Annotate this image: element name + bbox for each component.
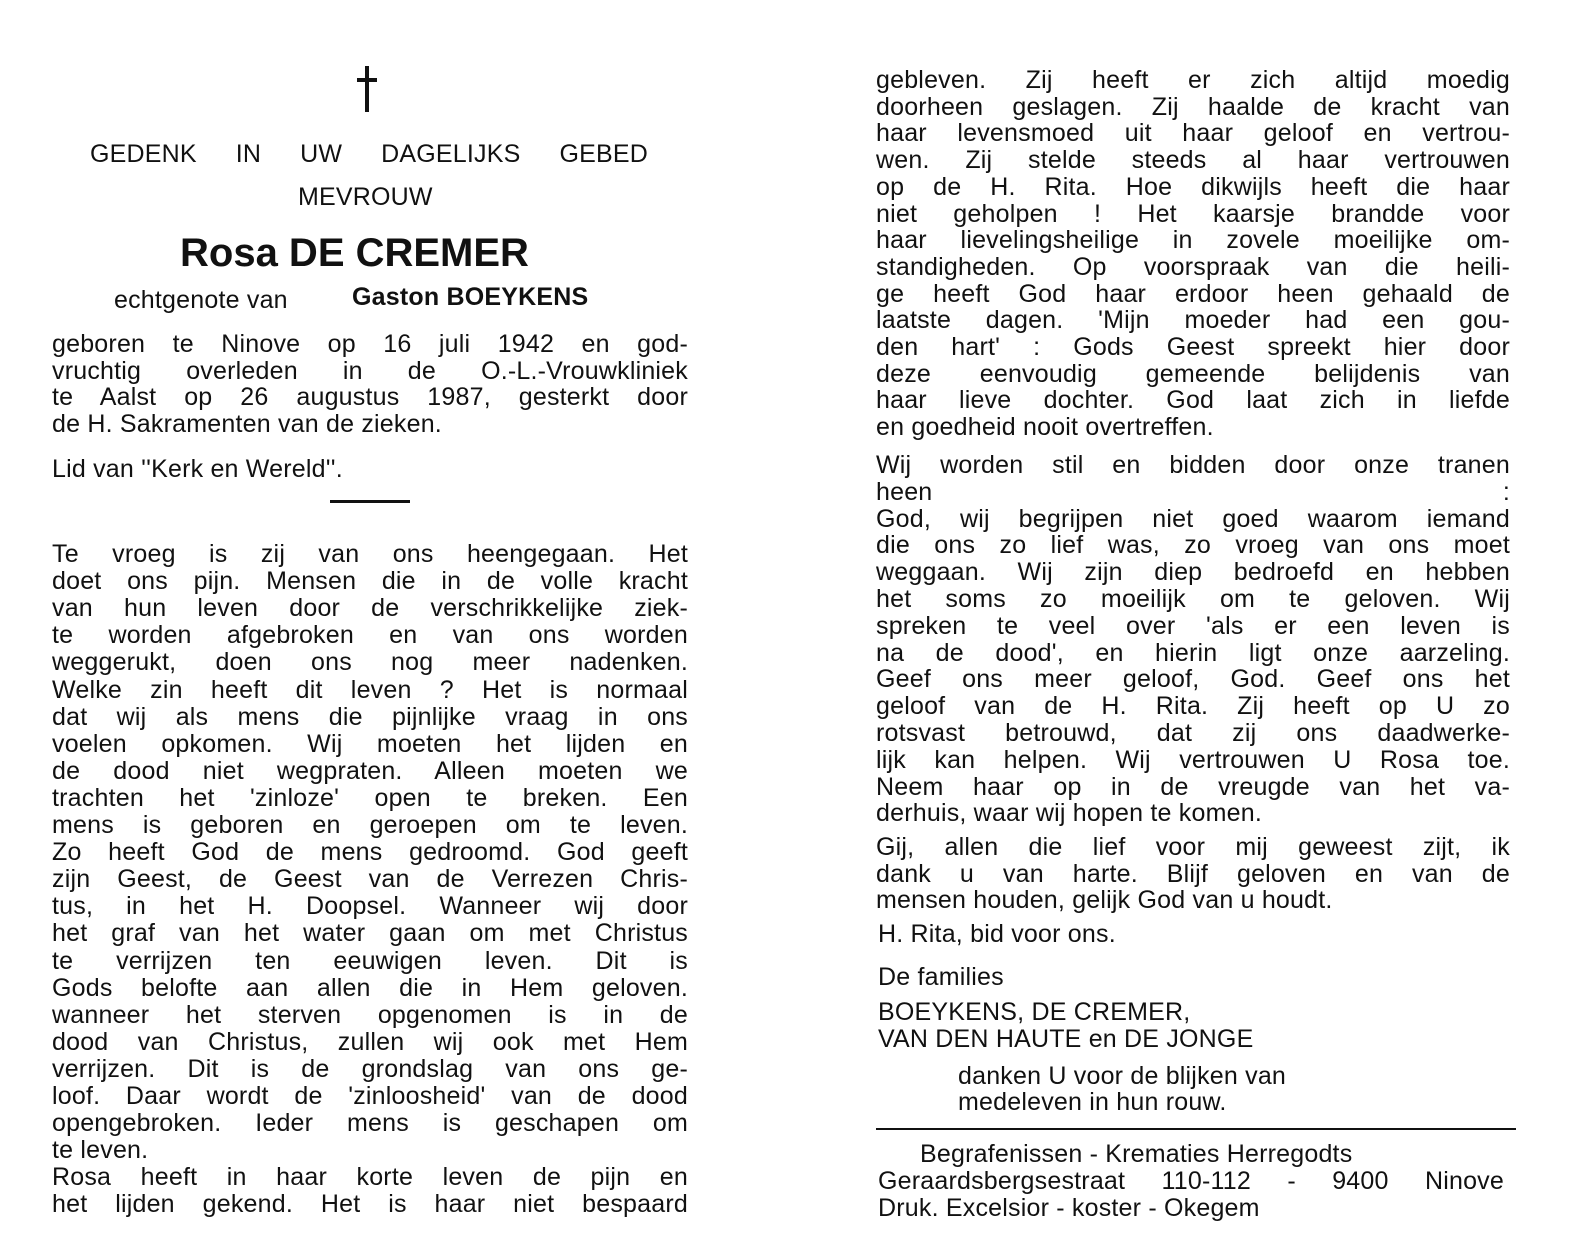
prayer-line: derhuis, waar wij hopen te komen.	[876, 799, 1262, 828]
prayer-line: Geef ons meer geloof, God. Geef ons het	[876, 665, 1510, 694]
text-line: deze eenvoudig gemeende belijdenis van	[876, 359, 1510, 388]
bio-line: te Aalst op 26 augustus 1987, gesterkt door	[52, 383, 688, 411]
membership-line: Lid van ''Kerk en Wereld''.	[52, 455, 343, 483]
text-line: dat wij als mens die pijnlijke vraag in ons	[52, 702, 688, 731]
text-line: dood van Christus, zullen wij ook met Hem	[52, 1027, 688, 1056]
text-line: het graf van het water gaan om met Christus	[52, 919, 688, 948]
prayer-line: geloof van de H. Rita. Zij heeft op U zo	[876, 692, 1510, 721]
bio-line: vruchtig overleden in de O.-L.-Vrouwkliniek	[52, 356, 688, 385]
family-line: VAN DEN HAUTE en DE JONGE	[878, 1025, 1254, 1053]
prayer-line: lijk kan helpen. Wij vertrouwen U Rosa toe.	[876, 745, 1510, 774]
prayer-line: Wij worden stil en bidden door onze tranen	[876, 451, 1510, 479]
text-line: Rosa heeft in haar korte leven de pijn en	[52, 1163, 688, 1191]
text-line: wen. Zij stelde steeds al haar vertrouwen	[876, 146, 1510, 175]
footer-line: Druk. Excelsior - koster - Okegem	[878, 1194, 1260, 1222]
prayer-line: spreken te veel over 'als er een leven is	[876, 611, 1510, 640]
prayer-line: Neem haar op in de vreugde van het va-	[876, 772, 1510, 801]
text-line: haar lievelingsheilige in zovele moeilijke om-	[876, 226, 1510, 255]
text-line: doet ons pijn. Mensen die in de volle kracht	[52, 567, 688, 596]
footer-line: Begrafenissen - Krematies Herregodts	[920, 1140, 1353, 1168]
text-line: laatste dagen. 'Mijn moeder had een gou-	[876, 306, 1510, 335]
text-line: standigheden. Op voorspraak van die heili-	[876, 252, 1510, 281]
text-line: Te vroeg is zij van ons heengegaan. Het	[52, 540, 688, 568]
text-line: haar lieve dochter. God laat zich in liefde	[876, 386, 1510, 415]
text-line: te verrijzen ten eeuwigen leven. Dit is	[52, 946, 688, 975]
prayer-line: rotsvast betrouwd, dat zij ons daadwerke-	[876, 719, 1510, 747]
title-mevrouw: MEVROUW	[298, 183, 433, 211]
prayer-line: weggaan. Wij zijn diep bedroefd en hebben	[876, 558, 1510, 587]
text-line: trachten het 'zinloze' open te breken. Een	[52, 783, 688, 812]
families-label: De families	[878, 963, 1004, 991]
bio-line: geboren te Ninove op 16 juli 1942 en god-	[52, 330, 688, 358]
thanks-line: dank u van harte. Blijf geloven en van de	[876, 859, 1510, 888]
prayer-line: die ons zo lief was, zo vroeg van ons moet	[876, 531, 1510, 560]
text-line: van hun leven door de verschrikkelijke ziek-	[52, 594, 688, 623]
bio-line: de H. Sakramenten van de zieken.	[52, 409, 442, 438]
family-line: BOEYKENS, DE CREMER,	[878, 998, 1191, 1026]
text-line: op de H. Rita. Hoe dikwijls heeft die haar	[876, 172, 1510, 201]
text-line: gebleven. Zij heeft er zich altijd moedig	[876, 66, 1510, 94]
footer-divider	[876, 1128, 1516, 1130]
text-line: loof. Daar wordt de 'zinloosheid' van de dood	[52, 1082, 688, 1110]
text-line: niet geholpen ! Het kaarsje brandde voor	[876, 199, 1510, 228]
prayer-line: heen :	[876, 477, 1510, 506]
text-line: wanneer het sterven opgenomen is in de	[52, 1000, 688, 1029]
text-line: mens is geboren en geroepen om te leven.	[52, 811, 688, 839]
text-line: weggerukt, doen ons nog meer nadenken.	[52, 648, 688, 677]
text-line: den hart' : Gods Geest spreekt hier door	[876, 333, 1510, 361]
thanks-line: mensen houden, gelijk God van u houdt.	[876, 886, 1333, 914]
text-line: doorheen geslagen. Zij haalde de kracht van	[876, 92, 1510, 121]
memorial-header: GEDENK IN UW DAGELIJKS GEBED	[90, 140, 648, 168]
text-line: het lijden gekend. Het is haar niet bespaard	[52, 1190, 688, 1218]
text-line: opengebroken. Ieder mens is geschapen om	[52, 1109, 688, 1138]
prayer-line: God, wij begrijpen niet goed waarom iemand	[876, 504, 1510, 533]
closing-line: medeleven in hun rouw.	[958, 1088, 1227, 1116]
text-line: ge heeft God haar erdoor heen gehaald de	[876, 279, 1510, 308]
prayer-line: na de dood', en hierin ligt onze aarzeling.	[876, 638, 1510, 667]
text-line: verrijzen. Dit is de grondslag van ons ge-	[52, 1054, 688, 1083]
spouse-name: Gaston BOEYKENS	[352, 283, 589, 311]
text-line: en goedheid nooit overtreffen.	[876, 413, 1214, 442]
closing-line: danken U voor de blijken van	[958, 1062, 1287, 1090]
text-line: voelen opkomen. Wij moeten het lijden en	[52, 729, 688, 758]
thanks-line: Gij, allen die lief voor mij geweest zijt, ik	[876, 833, 1510, 861]
invocation: H. Rita, bid voor ons.	[878, 920, 1116, 948]
cross-icon	[357, 66, 377, 112]
text-line: te leven.	[52, 1136, 149, 1165]
divider	[330, 500, 410, 503]
text-line: te worden afgebroken en van ons worden	[52, 621, 688, 650]
footer-line: Geraardsbergsestraat 110-112 - 9400 Ninove	[878, 1167, 1504, 1195]
text-line: haar levensmoed uit haar geloof en vertrou-	[876, 119, 1510, 148]
text-line: zijn Geest, de Geest van de Verrezen Chris-	[52, 865, 688, 894]
text-line: de dood niet wegpraten. Alleen moeten we	[52, 756, 688, 785]
deceased-name: Rosa DE CREMER	[180, 231, 529, 275]
text-line: Zo heeft God de mens gedroomd. God geeft	[52, 838, 688, 867]
text-line: Gods belofte aan allen die in Hem geloven.	[52, 973, 688, 1002]
text-line: tus, in het H. Doopsel. Wanneer wij door	[52, 892, 688, 921]
spouse-prefix: echtgenote van	[114, 286, 288, 314]
prayer-line: het soms zo moeilijk om te geloven. Wij	[876, 585, 1510, 613]
text-line: Welke zin heeft dit leven ? Het is normaal	[52, 675, 688, 704]
